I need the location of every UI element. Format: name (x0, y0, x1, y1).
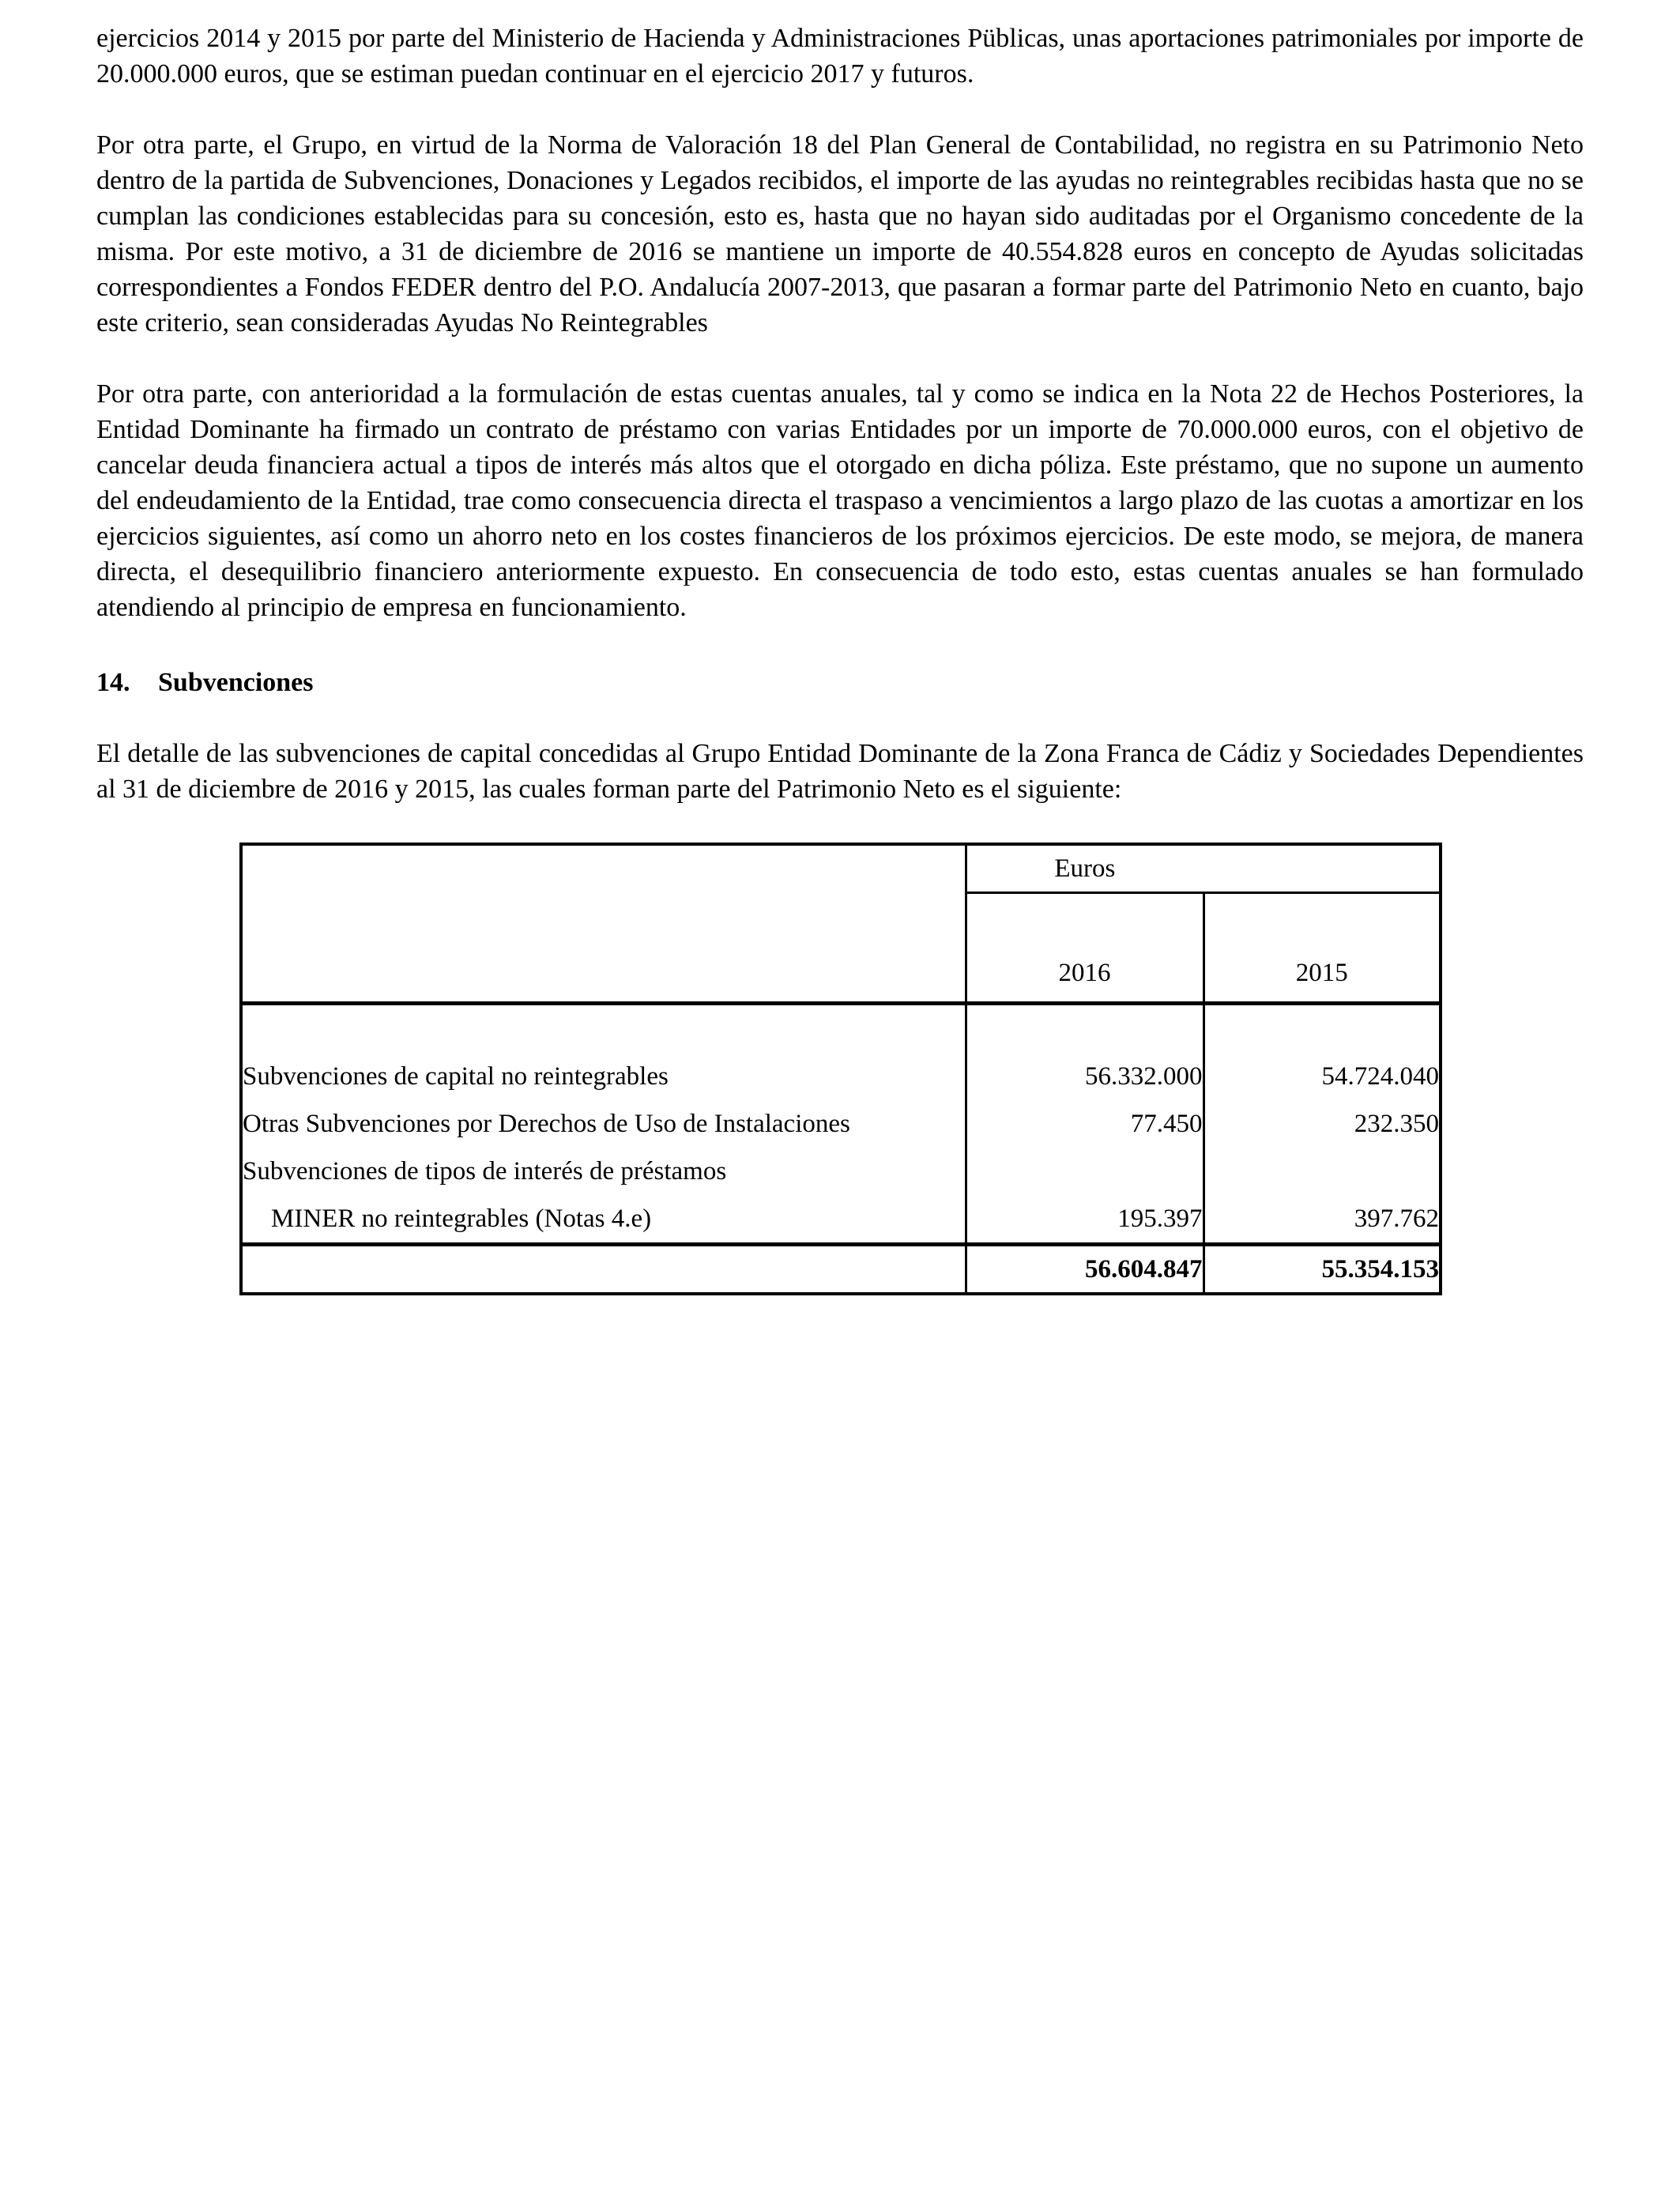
row-label: Subvenciones de capital no reintegrables (243, 1062, 669, 1091)
section-heading-subvenciones (96, 665, 1584, 700)
value-2015: 397.762 (1203, 1195, 1441, 1245)
table-row-miner (241, 1195, 1441, 1245)
paragraph-prestamo: Por otra parte, con anterioridad a la formulación de estas cuentas anuales, tal y como se indica en la Nota 22 de Hechos Posteriores, la Entidad Dominante ha firmado un contrato de préstamo con varias Entidades por un importe de 70.000.000 euros, con el objetivo de cancelar deuda financiera actual a tipos de interés más altos que el otorgado en dicha póliza. Este préstamo, que no supone un aumento del endeudamiento de la Entidad, trae como consecuencia directa el traspaso a vencimientos a largo plazo de las cuotas a amortizar en los ejercicios siguientes, así como un ahorro neto en los costes financieros de los próximos ejercicios. De este modo, se mejora, de manera directa, el desequilibrio financiero anteriormente expuesto. En consecuencia de todo esto, estas cuentas anuales se han formulado atendiendo al principio de empresa en funcionamiento. (96, 379, 1584, 622)
paragraph-continuation: ejercicios 2014 y 2015 por parte del Ministerio de Hacienda y Administraciones Püblicas, unas aportaciones patrimoniales por importe de 20.000.000 euros, que se estiman puedan continuar en el ejercicio 2017 y futuros. (96, 24, 1584, 89)
unit-label: Euros (1054, 854, 1116, 883)
value-2015: 232.350 (1203, 1100, 1441, 1148)
table-spacer-row (241, 1004, 1441, 1054)
subventions-table (239, 843, 1442, 1295)
year-header-2015: 2015 (1203, 893, 1441, 1004)
table-unit-header-row (241, 844, 1441, 893)
row-label: Subvenciones de tipos de interés de préstamos (243, 1157, 727, 1186)
unit-header-cell (966, 844, 1441, 893)
total-value-2016: 56.604.847 (966, 1245, 1203, 1295)
total-label-cell (241, 1245, 966, 1295)
value-2015: 54.724.040 (1203, 1053, 1441, 1100)
value-2016 (966, 1148, 1203, 1195)
row-label: MINER no reintegrables (Notas 4.e) (271, 1204, 652, 1233)
table-row-derechos-uso (241, 1100, 1441, 1148)
total-value-2015: 55.354.153 (1203, 1245, 1441, 1295)
value-2016: 77.450 (966, 1100, 1203, 1148)
paragraph-norma-valoracion: Por otra parte, el Grupo, en virtud de la Norma de Valoración 18 del Plan General de Contabilidad, no registra en su Patrimonio Neto dentro de la partida de Subvenciones, Donaciones y Legados recibidos, el importe de las ayudas no reintegrables recibidas hasta que no se cumplan las condiciones establecidas para su concesión, esto es, hasta que no hayan sido auditadas por el Organismo concedente de la misma. Por este motivo, a 31 de diciembre de 2016 se mantiene un importe de 40.554.828 euros en concepto de Ayudas solicitadas correspondientes a Fondos FEDER dentro del P.O. Andalucía 2007-2013, que pasaran a formar parte del Patrimonio Neto en cuanto, bajo este criterio, sean consideradas Ayudas No Reintegrables (96, 130, 1584, 337)
value-2016: 56.332.000 (966, 1053, 1203, 1100)
row-label: Otras Subvenciones por Derechos de Uso de Instalaciones (243, 1110, 850, 1138)
paragraph-table-intro: El detalle de las subvenciones de capital concedidas al Grupo Entidad Dominante de la Zona Franca de Cádiz y Sociedades Dependientes al 31 de diciembre de 2016 y 2015, las cuales forman parte del Patrimonio Neto es el siguiente: (96, 739, 1584, 804)
value-2015 (1203, 1148, 1441, 1195)
table-row-capital (241, 1053, 1441, 1100)
section-number: 14. (96, 668, 130, 697)
section-title: Subvenciones (158, 668, 314, 697)
table-row-tipos-interes (241, 1148, 1441, 1195)
table-total-row (241, 1245, 1441, 1295)
table-corner-cell (241, 844, 966, 1004)
year-header-2016: 2016 (966, 893, 1203, 1004)
value-2016: 195.397 (966, 1195, 1203, 1245)
